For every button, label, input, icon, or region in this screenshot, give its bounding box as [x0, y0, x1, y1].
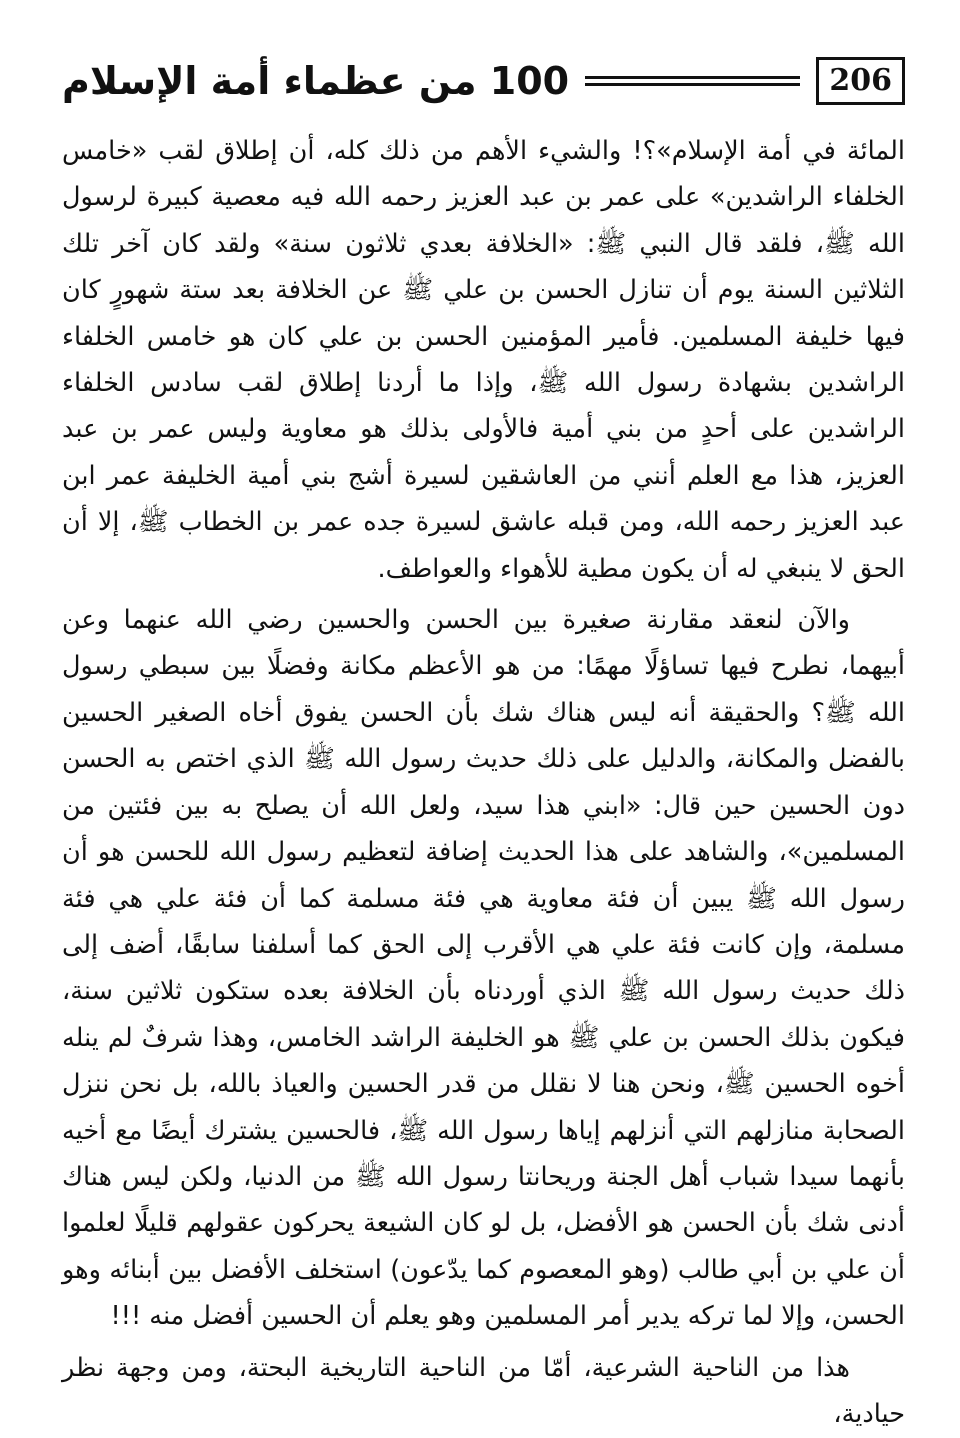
paragraph-2: والآن لنعقد مقارنة صغيرة بين الحسن والحسين رضي الله عنهما وعن أبيهما، نطرح فيها تساؤلًا مهمًا: من هو الأعظم مكانة وفضلًا بين سبطي رسول الله ﷺ؟ والحقيقة أنه ليس هناك شك بأن الحسن يفوق أخاه الصغير الحسين بالفضل والمكانة، والدليل على ذلك حديث رسول الله ﷺ الذي اختص به الحسن دون الحسين حين قال: «ابني هذا سيد، ولعل الله أن يصلح به بين فئتين من المسلمين»، والشاهد على هذا الحديث إضافة لتعظيم رسول الله للحسن هو أن رسول الله ﷺ يبين أن فئة معاوية هي فئة مسلمة كما أن فئة علي هي فئة مسلمة، وإن كانت فئة علي هي الأقرب إلى الحق كما أسلفنا سابقًا، أضف إلى ذلك حديث رسول الله ﷺ الذي أوردناه بأن الخلافة بعده ستكون ثلاثين سنة، فيكون بذلك الحسن بن علي ﷺ هو الخليفة الراشد الخامس، وهذا شرفٌ لم ينله أخوه الحسين ﷺ، ونحن هنا لا نقلل من قدر الحسين والعياذ بالله، بل نحن ننزل الصحابة منازلهم التي أنزلهم إياها رسول الله ﷺ، فالحسين يشترك أيضًا مع أخيه بأنهما سيدا شباب أهل الجنة وريحانتا رسول الله ﷺ من الدنيا، ولكن ليس هناك أدنى شك بأن الحسن هو الأفضل، بل لو كان الشيعة يحركون عقولهم قليلًا لعلموا أن علي بن أبي طالب (وهو المعصوم كما يدّعون) استخلف الأفضل بين أبنائه وهو الحسن، وإلا لما تركه يدير أمر المسلمين وهو يعلم أن الحسين أفضل منه !!!	[62, 605, 905, 1332]
paragraph-3: هذا من الناحية الشرعية، أمّا من الناحية التاريخية البحتة، ومن وجهة نظر حيادية،	[62, 1352, 905, 1429]
page-body	[62, 128, 905, 1437]
page-header	[62, 42, 905, 120]
page-number: 206	[816, 57, 905, 105]
book-title: 100 من عظماء أمة الإسلام	[62, 59, 570, 103]
header-rule	[585, 76, 800, 86]
paragraph-1: المائة في أمة الإسلام»؟! والشيء الأهم من ذلك كله، أن إطلاق لقب «خامس الخلفاء الراشدين» على عمر بن عبد العزيز رحمه الله فيه معصية كبيرة لرسول الله ﷺ، فلقد قال النبي ﷺ: «الخلافة بعدي ثلاثون سنة» ولقد كان آخر تلك الثلاثين السنة يوم أن تنازل الحسن بن علي ﷺ عن الخلافة بعد ستة شهورٍ كان فيها خليفة المسلمين. فأمير المؤمنين الحسن بن علي كان هو خامس الخلفاء الراشدين بشهادة رسول الله ﷺ، وإذا ما أردنا إطلاق لقب سادس الخلفاء الراشدين على أحدٍ من بني أمية فالأولى بذلك هو معاوية وليس عمر بن عبد العزيز، هذا مع العلم أنني من العاشقين لسيرة أشج بني أمية الخليفة عمر ابن عبد العزيز رحمه الله، ومن قبله عاشق لسيرة جده عمر بن الخطاب ﷺ، إلا أن الحق لا ينبغي له أن يكون مطية للأهواء والعواطف.	[62, 136, 905, 584]
